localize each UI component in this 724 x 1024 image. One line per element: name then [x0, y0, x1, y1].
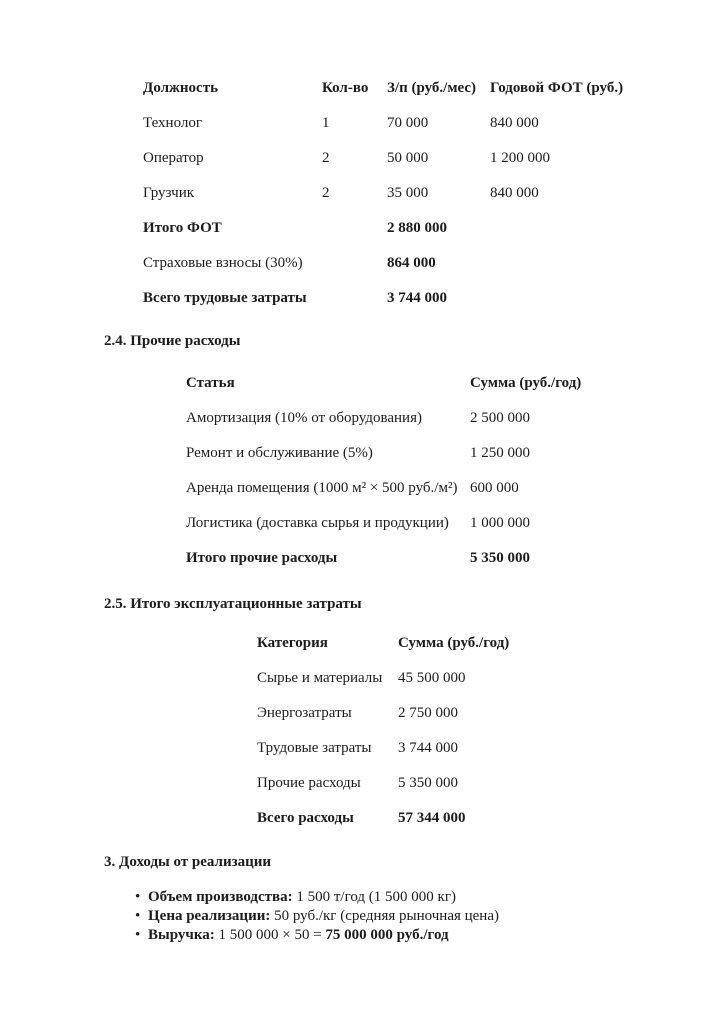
table-row — [257, 670, 666, 705]
operating-totals-table — [257, 635, 666, 845]
cell-category: Сырье и материалы — [257, 670, 383, 686]
cell-amount: 5 350 000 — [470, 550, 530, 566]
list-item-text — [148, 926, 449, 945]
table-header-row — [257, 635, 666, 670]
table-row — [186, 445, 666, 480]
table-row-total-fot — [143, 220, 666, 255]
cell-position: Страховые взносы (30%) — [143, 255, 303, 271]
list-item-value: 1 500 т/год (1 500 000 кг) — [292, 889, 456, 905]
cell-amount: 1 250 000 — [470, 445, 530, 461]
bullet-icon: • — [135, 908, 141, 924]
revenue-bullet-list — [104, 888, 666, 945]
cell-amount: 2 500 000 — [470, 410, 530, 426]
cell-salary: 2 880 000 — [387, 220, 447, 236]
cell-category: Трудовые затраты — [257, 740, 372, 756]
cell-item: Аренда помещения (1000 м² × 500 руб./м²) — [186, 480, 458, 496]
cell-item: Итого прочие расходы — [186, 550, 338, 566]
cell-annual-fot: 840 000 — [490, 185, 539, 201]
cell-amount: 45 500 000 — [398, 670, 466, 686]
column-header-salary: З/п (руб./мес) — [387, 80, 477, 96]
bullet-icon: • — [135, 927, 141, 943]
table-row — [143, 185, 666, 220]
table-header-row — [186, 375, 666, 410]
table-row — [257, 775, 666, 810]
cell-salary: 864 000 — [387, 255, 436, 271]
cell-amount: 2 750 000 — [398, 705, 458, 721]
list-item-emphasis: 75 000 000 руб./год — [325, 927, 449, 943]
table-row — [143, 115, 666, 150]
list-item-value: 50 руб./кг (средняя рыночная цена) — [270, 908, 499, 924]
column-header-qty: Кол-во — [322, 80, 369, 96]
column-header-annual-fot: Годовой ФОТ (руб.) — [490, 80, 624, 96]
bullet-icon: • — [135, 889, 141, 905]
section-heading-3: 3. Доходы от реализации — [104, 854, 272, 870]
cell-salary: 70 000 — [387, 115, 429, 131]
cell-annual-fot: 1 200 000 — [490, 150, 550, 166]
cell-qty: 1 — [322, 115, 330, 131]
cell-position: Оператор — [143, 150, 204, 166]
cell-annual-fot: 840 000 — [490, 115, 539, 131]
table-row — [257, 705, 666, 740]
list-item-text — [148, 907, 499, 926]
table-header-row — [143, 80, 666, 115]
table-row-total-labor — [143, 290, 666, 325]
table-row — [143, 150, 666, 185]
table-row-total-other — [186, 550, 666, 585]
column-header-amount: Сумма (руб./год) — [398, 635, 510, 651]
cell-qty: 2 — [322, 150, 330, 166]
list-item-production-volume — [135, 888, 666, 907]
cell-position: Технолог — [143, 115, 203, 131]
cell-category: Всего расходы — [257, 810, 354, 826]
cell-salary: 35 000 — [387, 185, 429, 201]
section-heading-2-4: 2.4. Прочие расходы — [104, 333, 241, 349]
cell-amount: 600 000 — [470, 480, 519, 496]
cell-item: Логистика (доставка сырья и продукции) — [186, 515, 449, 531]
cell-position: Итого ФОТ — [143, 220, 222, 236]
cell-category: Прочие расходы — [257, 775, 361, 791]
column-header-item: Статья — [186, 375, 235, 391]
cell-amount: 1 000 000 — [470, 515, 530, 531]
other-expenses-table — [186, 375, 666, 585]
cell-amount: 3 744 000 — [398, 740, 458, 756]
cell-qty: 2 — [322, 185, 330, 201]
section-heading-2-5: 2.5. Итого эксплуатационные затраты — [104, 596, 362, 612]
column-header-position: Должность — [143, 80, 219, 96]
table-row — [186, 410, 666, 445]
table-row-total-expenses — [257, 810, 666, 845]
cell-salary: 50 000 — [387, 150, 429, 166]
list-item-sale-price — [135, 907, 666, 926]
list-item-value: 1 500 000 × 50 = — [214, 927, 326, 943]
cell-salary: 3 744 000 — [387, 290, 447, 306]
column-header-category: Категория — [257, 635, 328, 651]
cell-item: Амортизация (10% от оборудования) — [186, 410, 422, 426]
cell-category: Энергозатраты — [257, 705, 352, 721]
table-row — [186, 515, 666, 550]
cell-position: Всего трудовые затраты — [143, 290, 307, 306]
list-item-label: Выручка: — [148, 927, 215, 943]
table-row-insurance — [143, 255, 666, 290]
list-item-text — [148, 888, 456, 907]
cell-position: Грузчик — [143, 185, 195, 201]
cell-amount: 5 350 000 — [398, 775, 458, 791]
list-item-label: Объем производства: — [148, 889, 293, 905]
column-header-amount: Сумма (руб./год) — [470, 375, 582, 391]
list-item-label: Цена реализации: — [148, 908, 271, 924]
table-row — [257, 740, 666, 775]
cell-amount: 57 344 000 — [398, 810, 466, 826]
cell-item: Ремонт и обслуживание (5%) — [186, 445, 373, 461]
list-item-revenue — [135, 926, 666, 945]
staff-table — [143, 80, 666, 325]
table-row — [186, 480, 666, 515]
